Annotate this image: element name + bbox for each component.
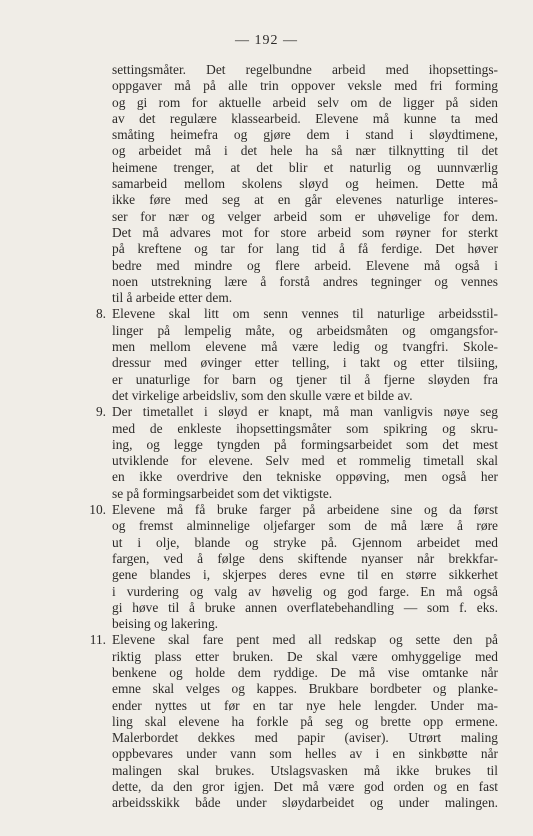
body-text xyxy=(89,62,498,812)
intro-paragraph xyxy=(112,62,498,306)
text-line: gene blandes i, skjerpes deres evne til en større sikkerhet xyxy=(112,567,498,583)
text-line: oppbevares under vann som helles av i en sinkbøtte når xyxy=(112,746,498,762)
item-number: 10. xyxy=(89,502,106,518)
text-line: med de enkleste ihopsettingsmåter som spikring og skru- xyxy=(112,420,498,436)
text-line: og gi rom for aktuelle arbeid selv om de ligger på siden xyxy=(112,94,498,110)
text-line: fargen, ved å følge dens skiftende nyanser når brekkfar- xyxy=(112,550,498,566)
text-line: dette, da den gror igjen. Det må være god orden og en fast xyxy=(112,779,498,795)
text-line: malingen skal brukes. Utslagsvasken må ikke brukes til xyxy=(112,762,498,778)
text-line: benkene og holde dem ryddige. De må vise omtanke når xyxy=(112,664,498,680)
text-line: linger på lempelig måte, og arbeidsmåten og omgangsfor- xyxy=(112,322,498,338)
text-line: riktig plass etter bruken. De skal være omhyggelige med xyxy=(112,648,498,664)
text-line: emne skal velges og kappes. Brukbare bordbeter og planke- xyxy=(112,681,498,697)
text-line: settingsmåter. Det regelbundne arbeid med ihopsettings- xyxy=(112,62,498,77)
text-line: er unaturlige for barn og tjener til å fjerne sløyden fra xyxy=(112,371,498,387)
text-line: men mellom elevene må være ledig og tvangfri. Skole- xyxy=(112,339,498,355)
text-line: og fremst alminnelige oljefarger som de må lære å røre xyxy=(112,518,498,534)
text-line: bedre med mindre og flere arbeid. Elevene må også i xyxy=(112,257,498,273)
text-line: ing, og legge tyngden på formingsarbeidet som det mest xyxy=(112,436,498,452)
item-number: 11. xyxy=(89,632,106,648)
list-item-11 xyxy=(89,632,498,811)
text-line: småting heimefra og gjøre dem i stand i sløydtimene, xyxy=(112,127,498,143)
page-number: — 192 — xyxy=(235,33,298,48)
text-line: dressur med øvinger etter telling, i takt og etter tilsiing, xyxy=(112,355,498,371)
item-number: 8. xyxy=(95,306,106,322)
text-line: til å arbeide etter dem. xyxy=(112,290,233,306)
text-line: Elevene skal litt om senn vennes til naturlige arbeidsstil- xyxy=(112,306,498,322)
text-line: av det regulære klassearbeid. Elevene må kunne ta med xyxy=(112,110,498,126)
list-item-10 xyxy=(89,502,498,632)
text-line: en ikke overdrive den tekniske oppøving, men også her xyxy=(112,469,498,485)
text-line: Elevene skal fare pent med all redskap og sette den på xyxy=(112,632,498,648)
text-line: ender nyttes ut før en tar nye hele lengder. Under ma- xyxy=(112,697,498,713)
text-line: arbeidsskikk både under sløydarbeidet og under malingen. xyxy=(112,795,498,811)
text-line: Der timetallet i sløyd er knapt, må man vanligvis nøye seg xyxy=(112,404,498,420)
text-line: heimene trenger, at det blir et naturlig og uunnværlig xyxy=(112,159,498,175)
text-line: ser for nær og velger arbeid som er uhøvelige for dem. xyxy=(112,208,498,224)
text-line: se på formingsarbeidet som det viktigste. xyxy=(112,485,333,501)
text-line: på kreftene og tar for lang tid å få ferdige. Det høver xyxy=(112,241,498,257)
text-line: og arbeidet må i det hele ha så nær tilknytting til det xyxy=(112,143,498,159)
text-line: ling skal elevene ha forkle på seg og brette opp ermene. xyxy=(112,713,498,729)
text-line: ut i olje, blande og stryke på. Gjennom arbeidet med xyxy=(112,534,498,550)
text-line: Malerbordet dekkes med papir (aviser). Utrørt maling xyxy=(112,730,498,746)
text-line: Det må advares mot for store arbeid som røyner for sterkt xyxy=(112,224,498,240)
text-line: det virkelige arbeidsliv, som den skulle være et bilde av. xyxy=(112,387,413,403)
text-line: beising og lakering. xyxy=(112,616,218,632)
text-line: ikke føre med seg at en går elevenes naturlige interes- xyxy=(112,192,498,208)
text-line: gi høve til å bruke annen overflatebehandling — som f. eks. xyxy=(112,599,498,615)
item-number: 9. xyxy=(95,404,106,420)
text-line: oppgaver må på alle trin oppover veksle med fri forming xyxy=(112,78,498,94)
text-line: i vurdering og valg av høvelig og god farge. En må også xyxy=(112,583,498,599)
list-item-8 xyxy=(95,306,498,404)
text-line: samarbeid mellom skolens sløyd og heimen. Dette må xyxy=(112,176,498,192)
text-line: noen utstrekning lære å forstå andres tegninger og vennes xyxy=(112,273,498,289)
text-line: Elevene må få bruke farger på arbeidene sine og da først xyxy=(112,502,498,518)
list-item-9 xyxy=(95,404,498,502)
text-line: utviklende for elevene. Selv med et rommelig timetall skal xyxy=(112,453,498,469)
